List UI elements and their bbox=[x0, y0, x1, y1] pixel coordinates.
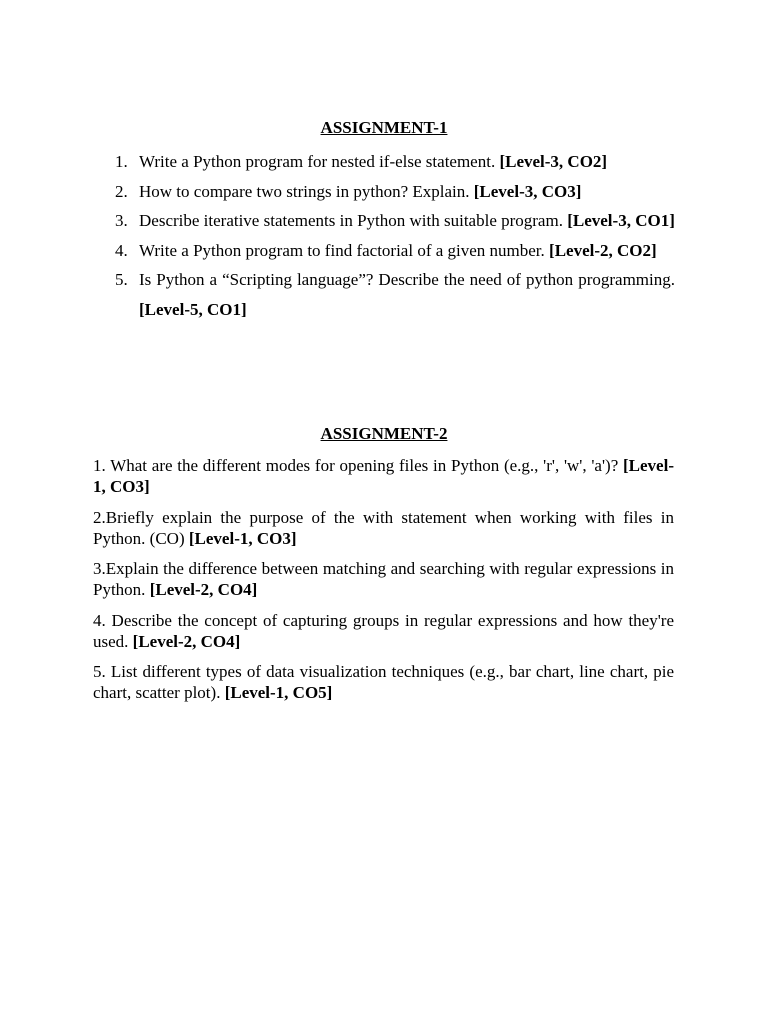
question-text: Is Python a “Scripting language”? Describe the need of python programming. bbox=[139, 270, 675, 289]
question-text: Describe iterative statements in Python with suitable program. bbox=[139, 211, 568, 230]
item-number: 5. bbox=[115, 270, 128, 289]
item-number: 2. bbox=[115, 181, 128, 201]
item-number: 4. bbox=[115, 240, 128, 260]
item-number: 1. bbox=[115, 152, 128, 171]
question-text: 2.Briefly explain the purpose of the with statement when working with files in Python. (CO) bbox=[93, 507, 674, 548]
assignment-1-heading: ASSIGNMENT-1 bbox=[320, 118, 448, 137]
list-item bbox=[93, 610, 674, 652]
level-tag: [Level-2, CO4] bbox=[132, 631, 241, 651]
list-item bbox=[93, 507, 674, 549]
level-tag: [Level-2, CO4] bbox=[149, 580, 258, 599]
assignment-2-heading: ASSIGNMENT-2 bbox=[320, 424, 448, 443]
list-item bbox=[93, 661, 674, 703]
list-item bbox=[93, 265, 675, 324]
question-text: 1. What are the different modes for opening files in Python (e.g., 'r', 'w', 'a')? bbox=[93, 456, 624, 475]
level-tag: [Level-3, CO3] bbox=[473, 181, 582, 201]
level-tag: [Level-2, CO2] bbox=[549, 240, 657, 260]
question-text: Write a Python program to find factorial of a given number. bbox=[139, 240, 550, 260]
level-tag: [Level-5, CO1] bbox=[139, 299, 247, 319]
level-tag: [Level-1, CO5] bbox=[224, 683, 333, 702]
list-item bbox=[93, 206, 675, 236]
item-number: 3. bbox=[115, 211, 128, 230]
list-item bbox=[93, 177, 675, 207]
question-text: 5. List different types of data visualization techniques (e.g., bar chart, line chart, pie chart, scatter plot). bbox=[93, 662, 674, 702]
question-text: 3.Explain the difference between matching and searching with regular expressions in Python. bbox=[93, 559, 674, 599]
list-item bbox=[93, 558, 674, 600]
question-text: How to compare two strings in python? Explain. bbox=[139, 181, 474, 201]
level-tag: [Level-1, CO3] bbox=[93, 456, 674, 496]
list-item bbox=[93, 236, 675, 266]
list-item bbox=[93, 147, 675, 177]
question-text: Write a Python program for nested if-else statement. bbox=[139, 152, 500, 171]
assignment-1-list bbox=[93, 147, 675, 324]
question-text: 4. Describe the concept of capturing groups in regular expressions and how they're used. bbox=[93, 610, 674, 651]
level-tag: [Level-3, CO1] bbox=[567, 211, 675, 230]
level-tag: [Level-1, CO3] bbox=[188, 528, 297, 548]
level-tag: [Level-3, CO2] bbox=[499, 152, 608, 171]
list-item bbox=[93, 455, 674, 497]
assignment-2-list bbox=[93, 455, 674, 713]
